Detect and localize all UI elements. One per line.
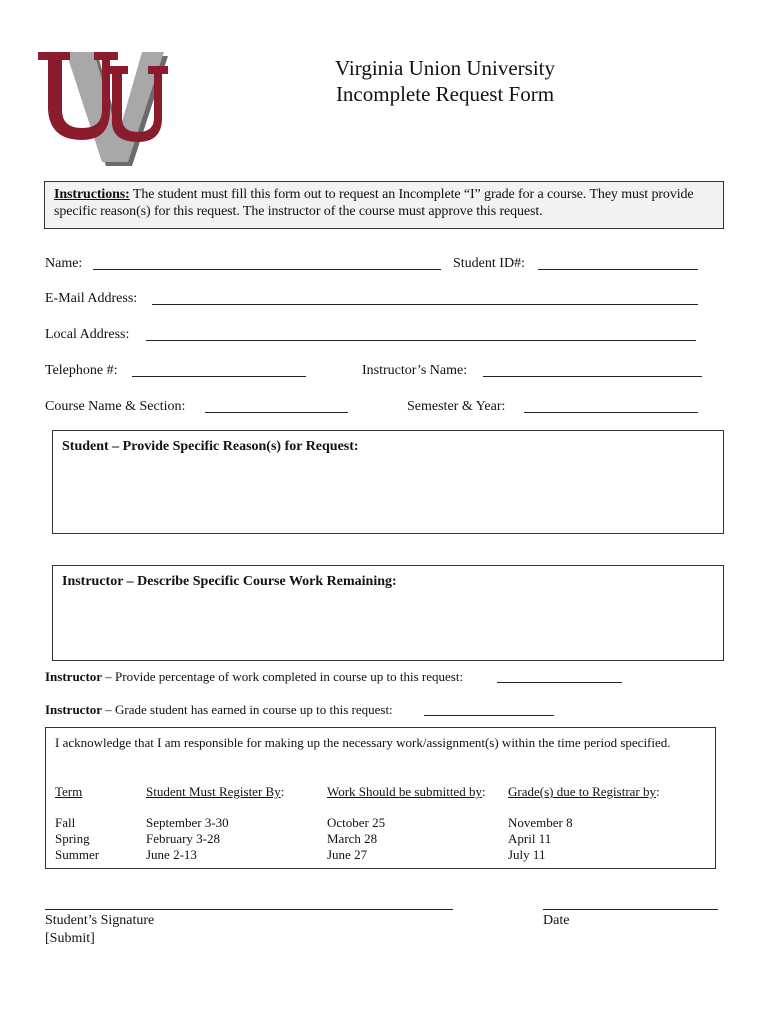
submit-column bbox=[327, 815, 385, 863]
student-id-line[interactable] bbox=[538, 256, 698, 270]
grades-column bbox=[508, 815, 573, 863]
student-id-label: Student ID#: bbox=[453, 256, 525, 271]
form-title-line2: Incomplete Request Form bbox=[335, 82, 555, 106]
university-logo bbox=[36, 48, 171, 170]
register-fall: September 3-30 bbox=[146, 815, 229, 830]
grades-fall: November 8 bbox=[508, 815, 573, 830]
register-summer: June 2-13 bbox=[146, 847, 197, 862]
term-column bbox=[55, 815, 99, 863]
signature-label: Student’s Signature bbox=[45, 913, 155, 928]
date-line[interactable] bbox=[543, 909, 718, 910]
date-label: Date bbox=[543, 913, 570, 928]
course-line[interactable] bbox=[205, 399, 348, 413]
signature-line[interactable] bbox=[45, 909, 453, 910]
telephone-line[interactable] bbox=[132, 363, 306, 377]
email-line[interactable] bbox=[152, 291, 698, 305]
semester-label: Semester & Year: bbox=[407, 399, 506, 414]
grades-spring: April 11 bbox=[508, 831, 552, 846]
header-grades: Grade(s) due to Registrar by bbox=[508, 784, 657, 799]
submit-summer: June 27 bbox=[327, 847, 368, 862]
local-address-label: Local Address: bbox=[45, 327, 130, 342]
grade-blank[interactable] bbox=[424, 703, 554, 716]
submit-fall: October 25 bbox=[327, 815, 386, 830]
term-summer: Summer bbox=[55, 847, 100, 862]
header-term: Term bbox=[55, 784, 83, 799]
submit-spring: March 28 bbox=[327, 831, 378, 846]
name-field-row bbox=[45, 255, 82, 272]
header-submit: Work Should be submitted by bbox=[327, 784, 482, 799]
student-reason-box[interactable] bbox=[52, 430, 724, 534]
email-label: E-Mail Address: bbox=[45, 291, 138, 306]
grade-bold: Instructor bbox=[45, 702, 103, 717]
form-title-line1: Virginia Union University bbox=[335, 56, 555, 80]
student-reason-label: Student – Provide Specific Reason(s) for Request: bbox=[62, 439, 359, 454]
instructor-work-box[interactable] bbox=[52, 565, 724, 661]
term-spring: Spring bbox=[55, 831, 90, 846]
course-label: Course Name & Section: bbox=[45, 399, 186, 414]
instructions-label: Instructions: bbox=[54, 187, 130, 202]
register-column bbox=[146, 815, 229, 863]
percent-bold: Instructor bbox=[45, 669, 103, 684]
instructions-text: The student must fill this form out to request an Incomplete “I” grade for a course. They must provide specific reason(s) for this request. The instructor of the course must approve this request. bbox=[54, 187, 694, 219]
instructor-name-line[interactable] bbox=[483, 363, 702, 377]
register-spring: February 3-28 bbox=[146, 831, 221, 846]
local-address-line[interactable] bbox=[146, 327, 696, 341]
instructor-work-label: Instructor – Describe Specific Course Work Remaining: bbox=[62, 574, 397, 589]
grade-text: – Grade student has earned in course up to this request: bbox=[102, 702, 393, 717]
instructions-box bbox=[44, 181, 724, 229]
acknowledgement-box: I acknowledge that I am responsible for making up the necessary work/assignment(s) within the time period specified. Term Student Must Register By: Work Should be submitted by: Grade(s) due to Registrar by: Fall Spring Summer September 3-30 February 3-28 June 2-13 October 25 March 28 June 27 November 8 April 11 July 11 bbox=[45, 727, 716, 869]
percent-line-row bbox=[45, 669, 463, 685]
instructor-name-label: Instructor’s Name: bbox=[362, 363, 468, 378]
percent-text: – Provide percentage of work completed in course up to this request: bbox=[102, 669, 464, 684]
percent-blank[interactable] bbox=[497, 670, 622, 683]
semester-line[interactable] bbox=[524, 399, 698, 413]
name-label: Name: bbox=[45, 256, 83, 271]
acknowledgement-text: I acknowledge that I am responsible for making up the necessary work/assignment(s) within the time period specified. bbox=[55, 735, 671, 750]
term-fall: Fall bbox=[55, 815, 76, 830]
submit-button[interactable]: [Submit] bbox=[45, 931, 95, 946]
grade-line-row bbox=[45, 702, 393, 718]
telephone-label: Telephone #: bbox=[45, 363, 118, 378]
grades-summer: July 11 bbox=[508, 847, 546, 862]
header-register: Student Must Register By bbox=[146, 784, 281, 799]
name-line[interactable] bbox=[93, 256, 441, 270]
